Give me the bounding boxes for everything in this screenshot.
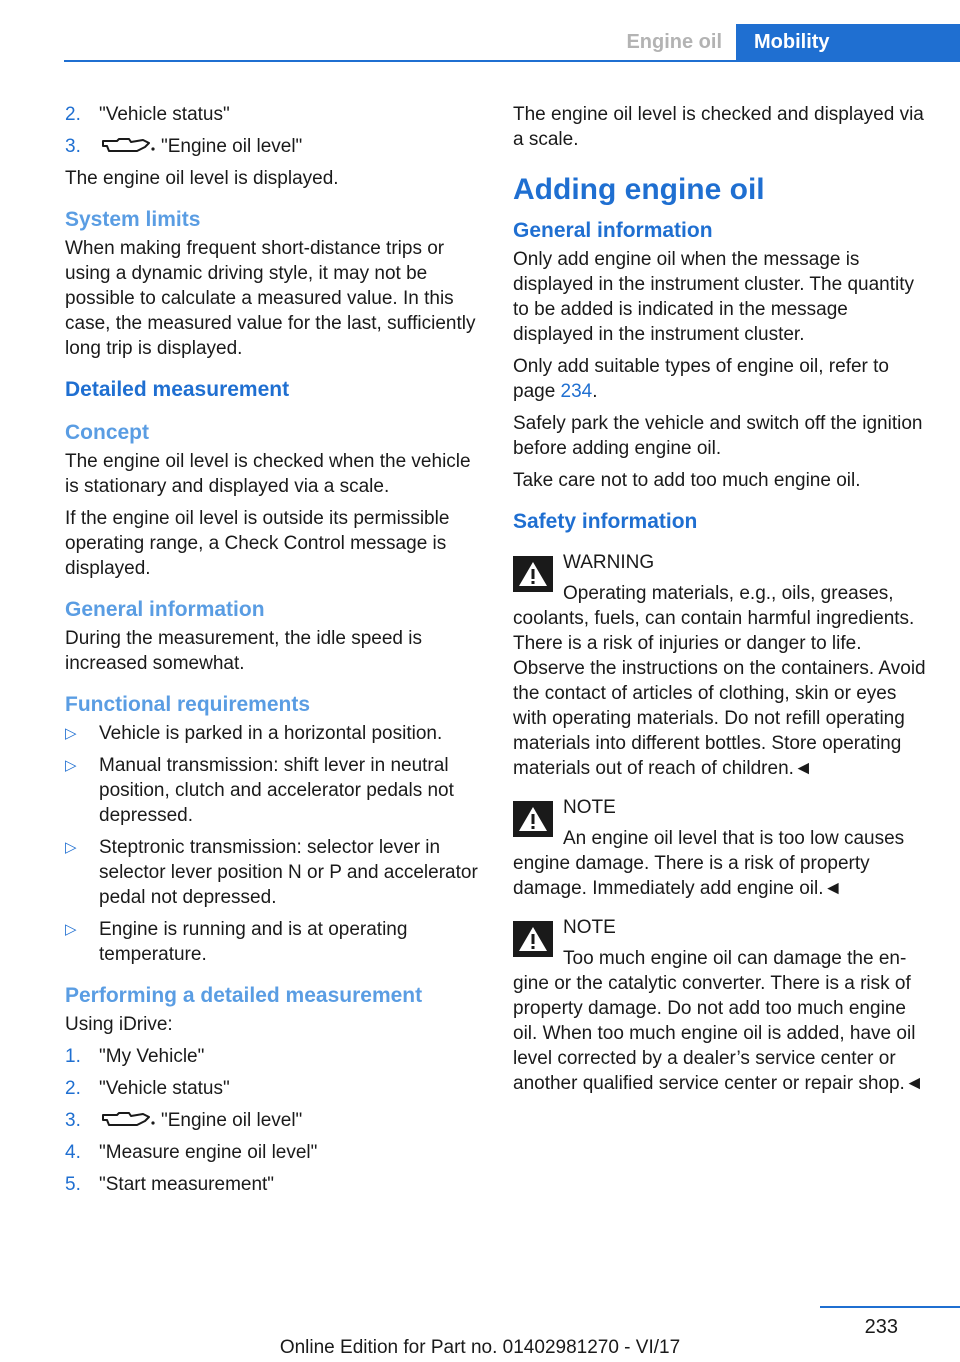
note-notice xyxy=(513,915,933,1096)
paragraph: Take care not to add too much engine oil. xyxy=(513,470,861,491)
requirements-list xyxy=(65,721,479,967)
bullet-triangle-icon: ▷ xyxy=(65,725,77,742)
notice-text: engine damage. There is a risk of property damage. Immediately add engine oil.◄ xyxy=(513,853,870,899)
edition-note: Online Edition for Part no. 01402981270 - VI/17 xyxy=(279,1337,681,1358)
header-rule xyxy=(64,60,960,62)
heading-performing-measurement: Performing a detailed measurement xyxy=(65,984,423,1007)
heading-functional-requirements: Functional requirements xyxy=(65,693,311,716)
measurement-steps-list xyxy=(65,1044,479,1197)
notice-first-line: Too much engine oil can damage the en- xyxy=(563,948,907,969)
list-item xyxy=(65,721,479,746)
heading-system-limits: System limits xyxy=(65,208,201,231)
notice-first-line: An engine oil level that is too low causes xyxy=(563,828,905,849)
footer-rule xyxy=(820,1306,960,1308)
bullet-triangle-icon: ▷ xyxy=(65,921,77,938)
paragraph xyxy=(513,354,933,404)
heading-adding-engine-oil: Adding engine oil xyxy=(513,173,765,206)
warning-notice xyxy=(513,550,933,781)
paragraph: The engine oil level is checked and displayed via a scale. xyxy=(513,104,924,150)
page-reference-link[interactable]: 234 xyxy=(560,381,593,402)
warning-triangle-icon xyxy=(513,556,553,592)
bullet-triangle-icon: ▷ xyxy=(65,757,77,774)
notice-text: coolants, fuels, can contain harmful ingredients. There is a risk of injuries or danger to life. Observe the instructions on the containers. Avoid the contact of articles of clothing, skin or eyes with operating materials. Do not refill operating materials into different bottles. Store operating materials out of reach of children.◄ xyxy=(513,608,926,779)
step-text: "My Vehicle" xyxy=(99,1046,205,1067)
notice-text: gine or the catalytic converter. There is a risk of property damage. Do not add too much engine oil. When too much engine oil is added, have oil level corrected by a dealer’s service center or another qualified service center or repair shop.◄ xyxy=(513,973,924,1094)
list-item-text: Vehicle is parked in a horizontal position. xyxy=(99,723,443,744)
step-number: 5. xyxy=(65,1174,81,1195)
list-item xyxy=(65,835,479,910)
page-number: 233 xyxy=(864,1316,898,1338)
step-number: 2. xyxy=(65,1078,81,1099)
header-chapter-tab: Mobility xyxy=(736,24,960,60)
list-item-text: Engine is running and is at operating temperature. xyxy=(99,919,408,965)
top-steps-list xyxy=(65,102,479,159)
list-item-text: Manual transmission: shift lever in neutral position, clutch and accelerator pedals not depressed. xyxy=(99,755,454,826)
heading-general-information: General information xyxy=(65,598,265,621)
heading-general-information: General information xyxy=(513,219,713,242)
list-item xyxy=(65,1140,479,1165)
step-number: 4. xyxy=(65,1142,81,1163)
paragraph: If the engine oil level is outside its permissible operating range, a Check Control message is displayed. xyxy=(65,508,450,579)
paragraph: Using iDrive: xyxy=(65,1014,173,1035)
left-column xyxy=(65,102,479,1204)
bullet-triangle-icon: ▷ xyxy=(65,839,77,856)
notice-title: NOTE xyxy=(563,797,616,818)
step-text: "Start measurement" xyxy=(99,1174,275,1195)
list-item xyxy=(65,753,479,828)
step-number: 2. xyxy=(65,104,81,125)
paragraph: Only add engine oil when the message is displayed in the instrument cluster. The quantity to be added is indicated in the message displayed in the instrument cluster. xyxy=(513,249,914,345)
paragraph-text: Only add suitable types of engine oil, refer to page xyxy=(513,356,890,402)
notice-first-line: Operating materials, e.g., oils, greases, xyxy=(563,583,894,604)
step-number: 3. xyxy=(65,1110,81,1131)
paragraph: The engine oil level is checked when the vehicle is stationary and displayed via a scale. xyxy=(65,451,471,497)
note-notice xyxy=(513,795,933,901)
list-item xyxy=(65,102,479,127)
list-item xyxy=(65,134,479,159)
heading-concept: Concept xyxy=(65,421,149,444)
step-text: "Measure engine oil level" xyxy=(99,1142,318,1163)
list-item xyxy=(65,1108,479,1133)
engine-oil-can-icon xyxy=(99,1109,155,1129)
heading-detailed-measurement: Detailed measurement xyxy=(65,378,290,401)
notice-title: WARNING xyxy=(563,552,655,573)
header-section-label: Engine oil xyxy=(626,31,722,53)
engine-oil-can-icon xyxy=(99,135,155,155)
list-item-text: Steptronic transmission: selector lever in selector lever position N or P and accelerator pedal not depressed. xyxy=(99,837,478,908)
paragraph: The engine oil level is displayed. xyxy=(65,168,339,189)
warning-triangle-icon xyxy=(513,801,553,837)
step-text: "Vehicle status" xyxy=(99,104,230,125)
step-text: "Vehicle status" xyxy=(99,1078,230,1099)
paragraph-text: . xyxy=(592,381,598,402)
heading-safety-information: Safety information xyxy=(513,510,698,533)
paragraph: During the measurement, the idle speed is increased somewhat. xyxy=(65,628,422,674)
step-text: "Engine oil level" xyxy=(161,1110,303,1131)
list-item xyxy=(65,1044,479,1069)
list-item xyxy=(65,917,479,967)
paragraph: When making frequent short-distance trips or using a dynamic driving style, it may not be possible to calculate a measured value. In this case, the measured value for the last, sufficiently long trip is displayed. xyxy=(65,238,476,359)
step-text: "Engine oil level" xyxy=(161,136,303,157)
notice-title: NOTE xyxy=(563,917,616,938)
list-item xyxy=(65,1172,479,1197)
warning-triangle-icon xyxy=(513,921,553,957)
step-number: 1. xyxy=(65,1046,81,1067)
right-column xyxy=(513,102,933,1106)
paragraph: Safely park the vehicle and switch off the ignition before adding engine oil. xyxy=(513,413,923,459)
step-number: 3. xyxy=(65,136,81,157)
list-item xyxy=(65,1076,479,1101)
